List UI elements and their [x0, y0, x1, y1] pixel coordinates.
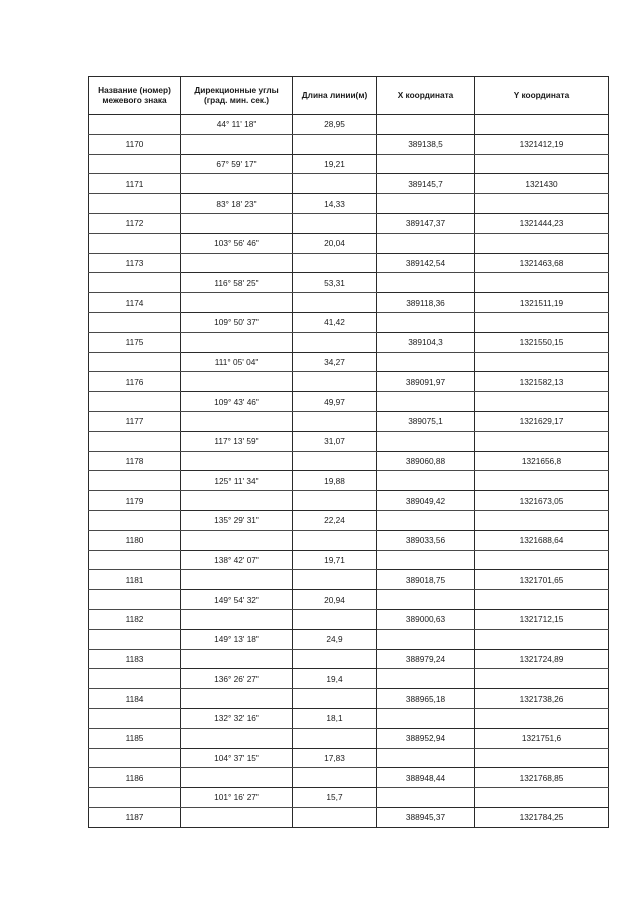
cell-y-coordinate: 1321463,68: [475, 253, 609, 273]
cell-line-length: 15,7: [293, 788, 377, 808]
table-row: [89, 550, 609, 570]
cell-x-coordinate: [377, 273, 475, 293]
cell-line-length: [293, 807, 377, 827]
cell-y-coordinate: 1321430: [475, 174, 609, 194]
cell-y-coordinate: [475, 233, 609, 253]
cell-marker-name: 1181: [89, 570, 181, 590]
cell-line-length: 18,1: [293, 708, 377, 728]
boundary-coordinates-table: [88, 76, 609, 828]
cell-y-coordinate: 1321712,15: [475, 609, 609, 629]
cell-line-length: 49,97: [293, 392, 377, 412]
cell-line-length: 20,94: [293, 590, 377, 610]
cell-marker-name: [89, 510, 181, 530]
cell-y-coordinate: 1321582,13: [475, 372, 609, 392]
table-row: [89, 649, 609, 669]
cell-x-coordinate: 389118,36: [377, 293, 475, 313]
document-page: [88, 76, 608, 828]
cell-direction-angle: [181, 372, 293, 392]
cell-y-coordinate: 1321701,65: [475, 570, 609, 590]
cell-line-length: [293, 609, 377, 629]
cell-x-coordinate: [377, 788, 475, 808]
cell-line-length: 22,24: [293, 510, 377, 530]
table-row: [89, 253, 609, 273]
cell-y-coordinate: [475, 431, 609, 451]
header-line-length: Длина линии(м): [293, 77, 377, 115]
cell-direction-angle: [181, 411, 293, 431]
table-row: [89, 471, 609, 491]
cell-y-coordinate: [475, 590, 609, 610]
cell-marker-name: 1183: [89, 649, 181, 669]
table-row: [89, 213, 609, 233]
cell-y-coordinate: 1321550,15: [475, 332, 609, 352]
cell-marker-name: 1182: [89, 609, 181, 629]
cell-direction-angle: 44° 11' 18": [181, 115, 293, 135]
table-row: [89, 748, 609, 768]
table-row: [89, 154, 609, 174]
cell-x-coordinate: 389049,42: [377, 491, 475, 511]
cell-marker-name: 1186: [89, 768, 181, 788]
cell-y-coordinate: [475, 312, 609, 332]
cell-x-coordinate: [377, 510, 475, 530]
cell-x-coordinate: [377, 392, 475, 412]
cell-y-coordinate: [475, 115, 609, 135]
cell-y-coordinate: 1321656,8: [475, 451, 609, 471]
cell-x-coordinate: [377, 352, 475, 372]
cell-direction-angle: [181, 491, 293, 511]
cell-line-length: [293, 451, 377, 471]
cell-direction-angle: 104° 37' 15": [181, 748, 293, 768]
cell-direction-angle: 83° 18' 23": [181, 194, 293, 214]
cell-y-coordinate: [475, 669, 609, 689]
cell-line-length: 17,83: [293, 748, 377, 768]
table-row: [89, 115, 609, 135]
table-row: [89, 134, 609, 154]
cell-x-coordinate: 389145,7: [377, 174, 475, 194]
table-row: [89, 807, 609, 827]
cell-marker-name: 1173: [89, 253, 181, 273]
table-row: [89, 411, 609, 431]
cell-x-coordinate: [377, 550, 475, 570]
cell-marker-name: [89, 352, 181, 372]
cell-direction-angle: 67° 59' 17": [181, 154, 293, 174]
cell-x-coordinate: 389142,54: [377, 253, 475, 273]
cell-direction-angle: 125° 11' 34": [181, 471, 293, 491]
cell-marker-name: [89, 392, 181, 412]
header-x-coordinate: X координата: [377, 77, 475, 115]
cell-line-length: 41,42: [293, 312, 377, 332]
cell-line-length: 28,95: [293, 115, 377, 135]
cell-y-coordinate: 1321673,05: [475, 491, 609, 511]
cell-marker-name: 1180: [89, 530, 181, 550]
cell-marker-name: 1175: [89, 332, 181, 352]
table-row: [89, 431, 609, 451]
cell-line-length: [293, 768, 377, 788]
cell-marker-name: [89, 748, 181, 768]
table-row: [89, 590, 609, 610]
cell-marker-name: [89, 233, 181, 253]
cell-line-length: 19,4: [293, 669, 377, 689]
table-row: [89, 194, 609, 214]
table-row: [89, 510, 609, 530]
cell-y-coordinate: 1321688,64: [475, 530, 609, 550]
table-row: [89, 728, 609, 748]
cell-direction-angle: [181, 213, 293, 233]
cell-line-length: [293, 491, 377, 511]
cell-marker-name: [89, 431, 181, 451]
table-row: [89, 372, 609, 392]
cell-y-coordinate: [475, 748, 609, 768]
cell-marker-name: 1184: [89, 689, 181, 709]
cell-line-length: 19,88: [293, 471, 377, 491]
cell-x-coordinate: 388952,94: [377, 728, 475, 748]
table-row: [89, 332, 609, 352]
cell-direction-angle: [181, 768, 293, 788]
cell-line-length: 34,27: [293, 352, 377, 372]
cell-marker-name: [89, 194, 181, 214]
header-y-coordinate: Y координата: [475, 77, 609, 115]
cell-x-coordinate: 389033,56: [377, 530, 475, 550]
cell-line-length: 19,21: [293, 154, 377, 174]
cell-y-coordinate: 1321511,19: [475, 293, 609, 313]
cell-y-coordinate: 1321444,23: [475, 213, 609, 233]
cell-y-coordinate: 1321724,89: [475, 649, 609, 669]
cell-direction-angle: [181, 570, 293, 590]
cell-line-length: [293, 174, 377, 194]
cell-direction-angle: [181, 332, 293, 352]
cell-y-coordinate: 1321784,25: [475, 807, 609, 827]
cell-marker-name: [89, 312, 181, 332]
cell-marker-name: 1171: [89, 174, 181, 194]
cell-x-coordinate: [377, 708, 475, 728]
cell-marker-name: [89, 550, 181, 570]
cell-x-coordinate: [377, 312, 475, 332]
cell-y-coordinate: 1321751,6: [475, 728, 609, 748]
cell-direction-angle: [181, 609, 293, 629]
cell-marker-name: 1174: [89, 293, 181, 313]
cell-marker-name: 1177: [89, 411, 181, 431]
cell-x-coordinate: [377, 194, 475, 214]
cell-y-coordinate: [475, 273, 609, 293]
table-row: [89, 392, 609, 412]
cell-line-length: [293, 372, 377, 392]
cell-marker-name: [89, 471, 181, 491]
cell-marker-name: [89, 115, 181, 135]
cell-direction-angle: [181, 134, 293, 154]
cell-line-length: [293, 649, 377, 669]
cell-x-coordinate: [377, 748, 475, 768]
cell-y-coordinate: [475, 629, 609, 649]
table-row: [89, 174, 609, 194]
cell-x-coordinate: [377, 471, 475, 491]
header-direction-angle: Дирекционные углы (град. мин. сек.): [181, 77, 293, 115]
cell-x-coordinate: 388945,37: [377, 807, 475, 827]
table-row: [89, 768, 609, 788]
cell-direction-angle: 138° 42' 07": [181, 550, 293, 570]
cell-x-coordinate: 388948,44: [377, 768, 475, 788]
cell-x-coordinate: 389147,37: [377, 213, 475, 233]
cell-direction-angle: [181, 253, 293, 273]
cell-direction-angle: 117° 13' 59": [181, 431, 293, 451]
cell-line-length: [293, 134, 377, 154]
cell-direction-angle: 111° 05' 04": [181, 352, 293, 372]
cell-marker-name: 1172: [89, 213, 181, 233]
cell-line-length: [293, 332, 377, 352]
cell-line-length: 20,04: [293, 233, 377, 253]
cell-y-coordinate: 1321738,26: [475, 689, 609, 709]
cell-marker-name: [89, 788, 181, 808]
header-marker-name: Название (номер) межевого знака: [89, 77, 181, 115]
table-body: [89, 115, 609, 828]
cell-direction-angle: 136° 26' 27": [181, 669, 293, 689]
cell-line-length: 24,9: [293, 629, 377, 649]
table-row: [89, 689, 609, 709]
cell-line-length: [293, 213, 377, 233]
cell-y-coordinate: [475, 352, 609, 372]
cell-marker-name: 1176: [89, 372, 181, 392]
cell-marker-name: 1170: [89, 134, 181, 154]
cell-x-coordinate: 388965,18: [377, 689, 475, 709]
table-row: [89, 293, 609, 313]
cell-y-coordinate: [475, 510, 609, 530]
table-row: [89, 233, 609, 253]
cell-x-coordinate: 389104,3: [377, 332, 475, 352]
cell-marker-name: 1179: [89, 491, 181, 511]
cell-x-coordinate: 389075,1: [377, 411, 475, 431]
cell-marker-name: [89, 708, 181, 728]
cell-marker-name: [89, 590, 181, 610]
cell-x-coordinate: [377, 115, 475, 135]
cell-x-coordinate: 389138,5: [377, 134, 475, 154]
cell-direction-angle: [181, 174, 293, 194]
cell-line-length: [293, 293, 377, 313]
cell-line-length: [293, 411, 377, 431]
cell-direction-angle: [181, 689, 293, 709]
table-row: [89, 629, 609, 649]
table-row: [89, 451, 609, 471]
cell-marker-name: 1178: [89, 451, 181, 471]
cell-y-coordinate: 1321412,19: [475, 134, 609, 154]
cell-line-length: [293, 728, 377, 748]
cell-y-coordinate: [475, 154, 609, 174]
table-row: [89, 273, 609, 293]
cell-y-coordinate: 1321629,17: [475, 411, 609, 431]
table-row: [89, 669, 609, 689]
cell-x-coordinate: [377, 233, 475, 253]
table-row: [89, 352, 609, 372]
cell-direction-angle: [181, 649, 293, 669]
cell-line-length: 53,31: [293, 273, 377, 293]
cell-direction-angle: 149° 13' 18": [181, 629, 293, 649]
cell-direction-angle: 109° 43' 46": [181, 392, 293, 412]
cell-direction-angle: [181, 807, 293, 827]
table-row: [89, 312, 609, 332]
cell-x-coordinate: [377, 154, 475, 174]
cell-y-coordinate: [475, 788, 609, 808]
cell-marker-name: [89, 273, 181, 293]
cell-line-length: 31,07: [293, 431, 377, 451]
cell-y-coordinate: [475, 708, 609, 728]
cell-marker-name: [89, 669, 181, 689]
cell-x-coordinate: [377, 629, 475, 649]
cell-line-length: [293, 570, 377, 590]
cell-marker-name: 1185: [89, 728, 181, 748]
cell-y-coordinate: 1321768,85: [475, 768, 609, 788]
table-row: [89, 530, 609, 550]
cell-line-length: 19,71: [293, 550, 377, 570]
cell-marker-name: [89, 629, 181, 649]
table-row: [89, 708, 609, 728]
cell-x-coordinate: 389091,97: [377, 372, 475, 392]
cell-line-length: [293, 530, 377, 550]
cell-direction-angle: 109° 50' 37": [181, 312, 293, 332]
table-header-row: [89, 77, 609, 115]
cell-direction-angle: [181, 530, 293, 550]
cell-direction-angle: 132° 32' 16": [181, 708, 293, 728]
cell-direction-angle: 116° 58' 25": [181, 273, 293, 293]
table-row: [89, 491, 609, 511]
cell-y-coordinate: [475, 471, 609, 491]
cell-marker-name: 1187: [89, 807, 181, 827]
cell-x-coordinate: 389000,63: [377, 609, 475, 629]
cell-direction-angle: [181, 293, 293, 313]
cell-y-coordinate: [475, 194, 609, 214]
cell-y-coordinate: [475, 550, 609, 570]
table-row: [89, 570, 609, 590]
cell-line-length: 14,33: [293, 194, 377, 214]
table-row: [89, 788, 609, 808]
cell-direction-angle: 103° 56' 46": [181, 233, 293, 253]
cell-x-coordinate: [377, 431, 475, 451]
cell-y-coordinate: [475, 392, 609, 412]
cell-direction-angle: [181, 728, 293, 748]
cell-line-length: [293, 253, 377, 273]
cell-line-length: [293, 689, 377, 709]
cell-x-coordinate: 389060,88: [377, 451, 475, 471]
cell-direction-angle: 135° 29' 31": [181, 510, 293, 530]
cell-direction-angle: 101° 16' 27": [181, 788, 293, 808]
cell-x-coordinate: [377, 590, 475, 610]
cell-direction-angle: 149° 54' 32": [181, 590, 293, 610]
table-row: [89, 609, 609, 629]
cell-x-coordinate: [377, 669, 475, 689]
cell-x-coordinate: 388979,24: [377, 649, 475, 669]
cell-x-coordinate: 389018,75: [377, 570, 475, 590]
cell-direction-angle: [181, 451, 293, 471]
cell-marker-name: [89, 154, 181, 174]
